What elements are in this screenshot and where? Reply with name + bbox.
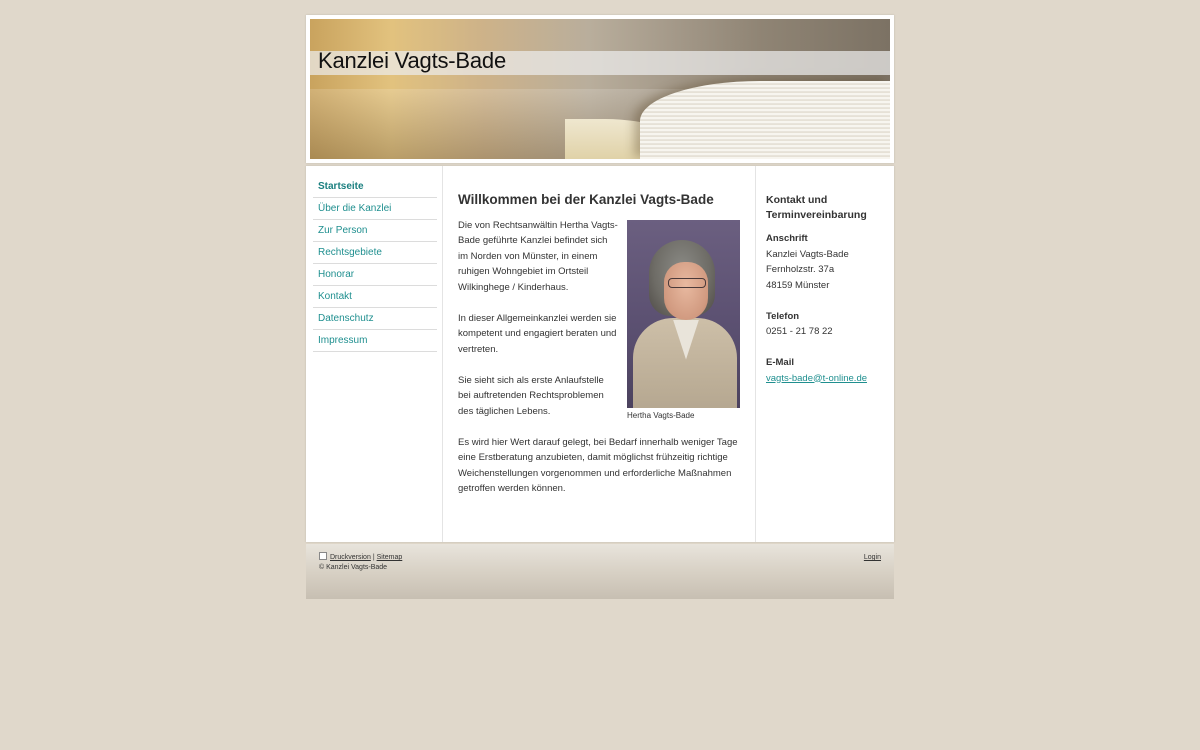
nav-item-rechtsgebiete[interactable]: Rechtsgebiete (313, 242, 437, 264)
footer-links (319, 552, 881, 563)
page-heading: Willkommen bei der Kanzlei Vagts-Bade (458, 192, 714, 207)
copyright-text: © Kanzlei Vagts-Bade (319, 564, 388, 571)
nav-item-kontakt[interactable]: Kontakt (313, 286, 437, 308)
address-line: 48159 Münster (766, 279, 830, 291)
sitemap-link[interactable]: Sitemap (376, 554, 403, 561)
nav-item-impressum[interactable]: Impressum (313, 330, 437, 352)
portrait-face (664, 262, 708, 320)
photo-caption: Hertha Vagts-Bade (627, 410, 695, 420)
print-icon (319, 552, 327, 560)
address-line: Kanzlei Vagts-Bade (766, 248, 849, 260)
contact-heading: Kontakt und Terminvereinbarung (766, 194, 867, 221)
phone-number: 0251 - 21 78 22 (766, 326, 833, 337)
address-line: Fernholzstr. 37a (766, 264, 835, 275)
nav-item-honorar[interactable]: Honorar (313, 264, 437, 286)
login-link[interactable]: Login (863, 554, 881, 561)
header (306, 15, 894, 163)
nav-item-startseite[interactable]: Startseite (313, 176, 437, 198)
spacer (766, 293, 885, 309)
banner-book-pages (640, 81, 890, 159)
contact-sidebar (756, 166, 893, 542)
email-label: E-Mail (766, 357, 794, 368)
portrait-figure (627, 220, 740, 423)
nav-item-zur-person[interactable]: Zur Person (313, 220, 437, 242)
sidebar-navigation (306, 166, 443, 542)
intro-paragraph: Die von Rechtsanwältin Hertha Vagts-Bade geführte Kanzlei befindet sich im Norden von Münster, in einem ruhigen Wohngebiet im Ortsteil Wilkinghege / Kinderhaus. (458, 219, 618, 293)
nav-item-datenschutz[interactable]: Datenschutz (313, 308, 437, 330)
site-title[interactable]: Kanzlei Vagts-Bade (318, 48, 506, 73)
paragraph-erstberatung: Es wird hier Wert darauf gelegt, bei Bedarf innerhalb weniger Tage eine Erstberatung anzubieten, damit möglichst frühzeitig richtige Weichenstellungen vorgenommen und erforderliche Maßnahmen getroffen werden können. (458, 436, 738, 494)
footer (306, 544, 894, 599)
phone-label: Telefon (766, 310, 800, 322)
page-wrapper (306, 15, 894, 599)
footer-separator: | (372, 554, 375, 561)
paragraph-beratung: In dieser Allgemeinkanzlei werden sie kompetent und engagiert beraten und vertreten. (458, 312, 617, 355)
header-banner-image (310, 19, 890, 159)
email-link[interactable]: vagts-bade@t-online.de (766, 372, 868, 384)
address-label: Anschrift (766, 233, 808, 244)
portrait-glasses (668, 278, 706, 288)
spacer (766, 340, 885, 356)
portrait-photo (627, 220, 740, 408)
content-area (306, 166, 894, 542)
main-content (443, 166, 756, 542)
paragraph-anlaufstelle: Sie sieht sich als erste Anlaufstelle bei auftretenden Rechtsproblemen des täglichen Lebens. (458, 374, 604, 417)
nav-item-ueber-die-kanzlei[interactable]: Über die Kanzlei (313, 198, 437, 220)
print-version-link[interactable]: Druckversion (330, 554, 371, 561)
